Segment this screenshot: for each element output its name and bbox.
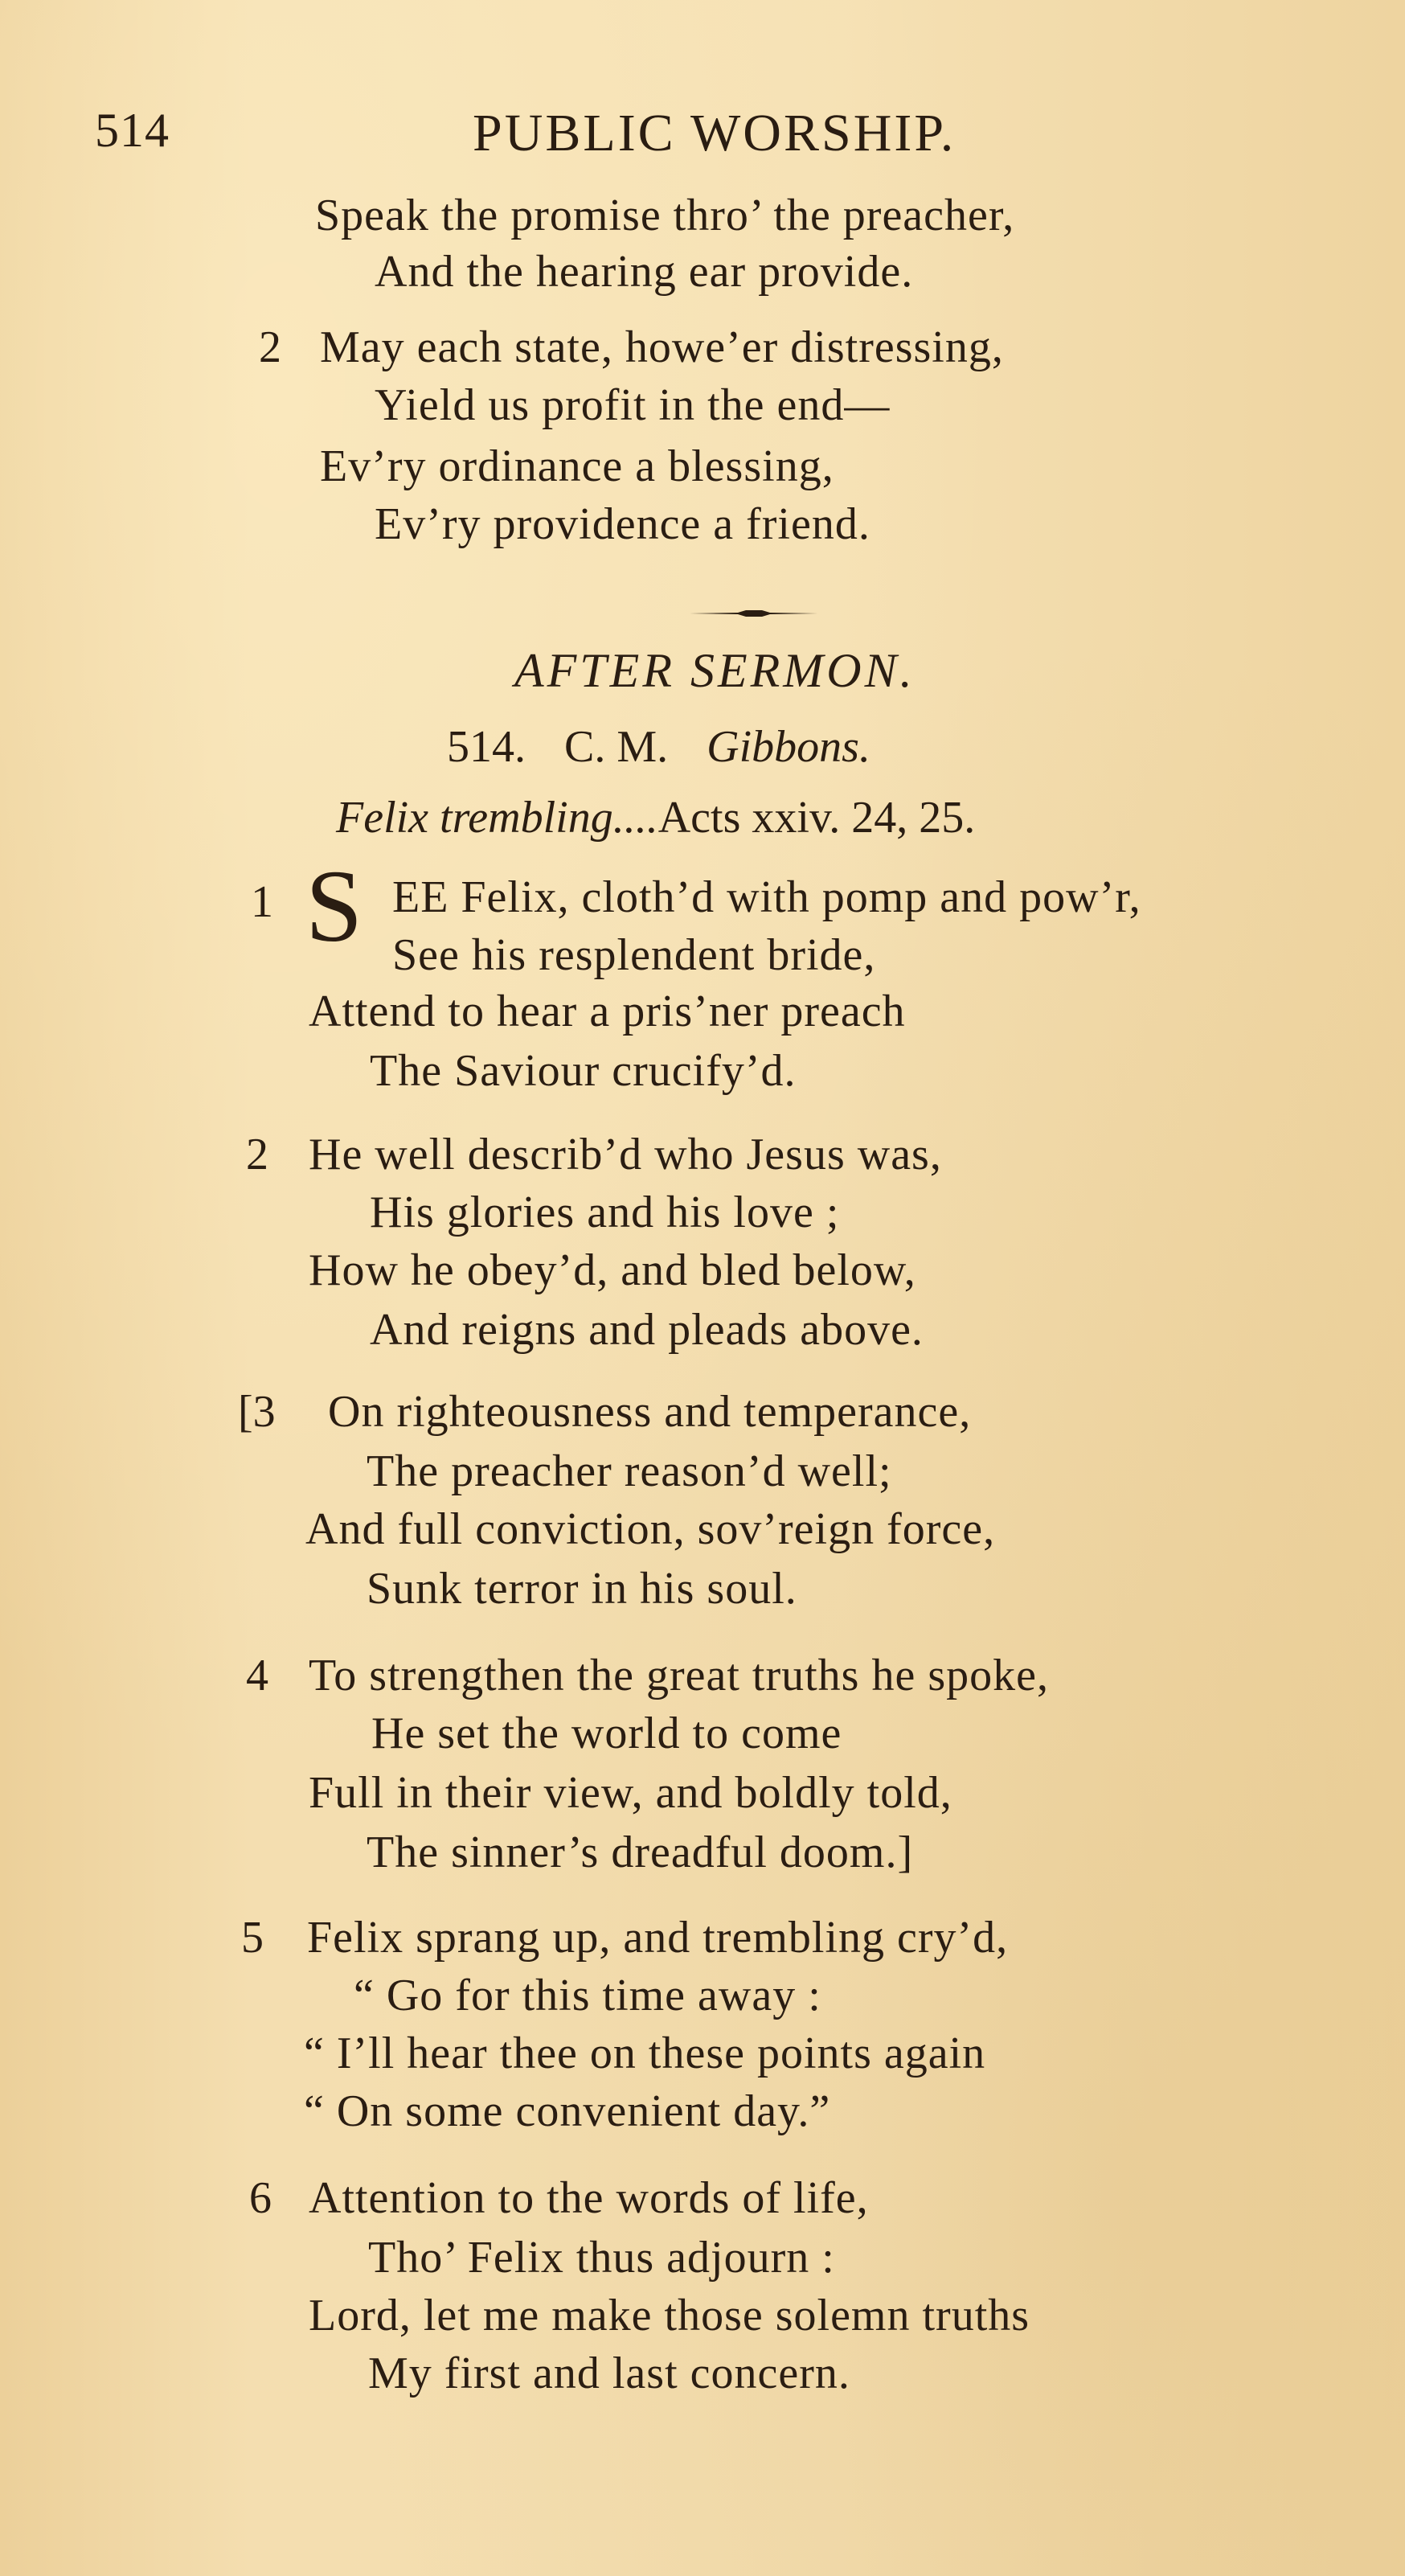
verse-line: And full conviction, sov’reign force,: [305, 1504, 996, 1554]
section-title: AFTER SERMON.: [514, 644, 916, 697]
stanza-number: 2: [246, 1130, 268, 1179]
verse-line: The preacher reason’d well;: [367, 1446, 892, 1496]
verse-line: Full in their view, and boldly told,: [309, 1768, 952, 1818]
verse-line: EE Felix, cloth’d with pomp and pow’r,: [392, 872, 1141, 922]
scripture-reference: Acts xxiv. 24, 25.: [657, 793, 976, 843]
page-number: 514: [95, 104, 170, 157]
stanza-number: 1: [251, 877, 273, 927]
verse-line: Attention to the words of life,: [309, 2173, 869, 2223]
verse-line: Lord, let me make those solemn truths: [309, 2291, 1030, 2340]
hymn-subject-title: Felix trembling....: [336, 793, 658, 843]
verse-line: “ Go for this time away :: [354, 1971, 821, 2020]
verse-line: On righteousness and temperance,: [328, 1387, 972, 1437]
stanza-number: 5: [241, 1913, 264, 1963]
hymn-subject: [336, 792, 975, 843]
verse-line: Sunk terror in his soul.: [367, 1564, 797, 1614]
stanza-number: [3: [238, 1387, 276, 1437]
verse-line: The Saviour crucify’d.: [370, 1046, 797, 1096]
page-header: [95, 103, 1301, 175]
verse-line: Ev’ry providence a friend.: [375, 499, 870, 549]
running-head: PUBLIC WORSHIP.: [473, 104, 956, 162]
stanza-number: 2: [259, 322, 281, 372]
verse-line: Ev’ry ordinance a blessing,: [320, 441, 834, 491]
verse-line: See his resplendent bride,: [392, 930, 876, 980]
verse-line: Yield us profit in the end—: [375, 380, 891, 430]
stanza-number: 4: [246, 1651, 268, 1700]
verse-line: He set the world to come: [371, 1708, 842, 1758]
verse-line: May each state, howe’er distressing,: [320, 322, 1004, 372]
verse-line: And reigns and pleads above.: [370, 1305, 924, 1355]
hymn-number: 514.: [447, 722, 526, 772]
stanza-number: 6: [249, 2173, 272, 2223]
verse-line: How he obey’d, and bled below,: [309, 1245, 916, 1295]
verse-line: My first and last concern.: [368, 2348, 850, 2398]
verse-line: His glories and his love ;: [370, 1188, 840, 1237]
hymn-meter: C. M.: [564, 722, 669, 772]
verse-line: “ On some convenient day.”: [304, 2086, 831, 2136]
verse-line: Tho’ Felix thus adjourn :: [368, 2233, 835, 2283]
verse-line: Felix sprang up, and trembling cry’d,: [307, 1913, 1009, 1963]
verse-line: “ I’ll hear thee on these points again: [304, 2028, 986, 2078]
hymn-header: [447, 721, 898, 773]
hymn-author: Gibbons.: [707, 722, 870, 772]
verse-line: Speak the promise thro’ the preacher,: [315, 191, 1015, 240]
verse-line: And the hearing ear provide.: [375, 247, 914, 297]
verse-line: Attend to hear a pris’ner preach: [309, 987, 906, 1036]
verse-line: The sinner’s dreadful doom.]: [367, 1827, 914, 1877]
section-divider-ornament: [690, 609, 818, 618]
drop-cap: S: [305, 849, 363, 963]
verse-line: To strengthen the great truths he spoke,: [309, 1651, 1049, 1700]
verse-line: He well describ’d who Jesus was,: [309, 1130, 942, 1179]
